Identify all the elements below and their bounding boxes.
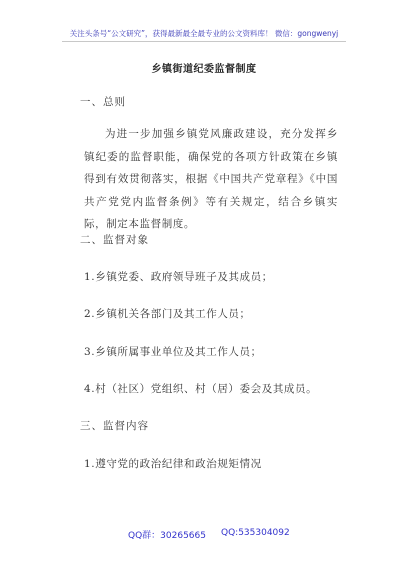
- target-item-3: 3.乡镇所属事业单位及其工作人员；: [84, 346, 262, 358]
- header-promo-note: 关注头条号“公文研究”，获得最新最全最专业的公文资料库！ 微信：gongwenyj: [69, 29, 339, 38]
- section-heading-content: 三、监督内容: [80, 420, 149, 432]
- content-item-1: 1.遵守党的政治纪律和政治规矩情况: [84, 458, 262, 470]
- document-title: 乡镇街道纪委监督制度: [151, 64, 257, 75]
- target-item-1: 1.乡镇党委、政府领导班子及其成员；: [84, 271, 273, 283]
- section-heading-general: 一、总则: [80, 96, 126, 108]
- footer-qq-group: QQ群：30265665: [128, 531, 206, 541]
- target-item-4: 4.村（社区）党组织、村（居）委会及其成员。: [84, 383, 318, 395]
- section-heading-targets: 二、监督对象: [80, 234, 149, 246]
- footer-qq: QQ:535304092: [221, 528, 290, 538]
- header-divider: [62, 41, 346, 42]
- general-paragraph: 为进一步加强乡镇党风廉政建设，充分发挥乡镇纪委的监督职能，确保党的各项方针政策在乡镇得到有效贯彻落实，根据《中国共产党章程》《中国共产党党内监督条例》等有关规定，结合乡镇实际，制定本监督制度。: [84, 128, 338, 230]
- footer-contact: [0, 528, 408, 544]
- target-item-2: 2.乡镇机关各部门及其工作人员；: [84, 308, 251, 320]
